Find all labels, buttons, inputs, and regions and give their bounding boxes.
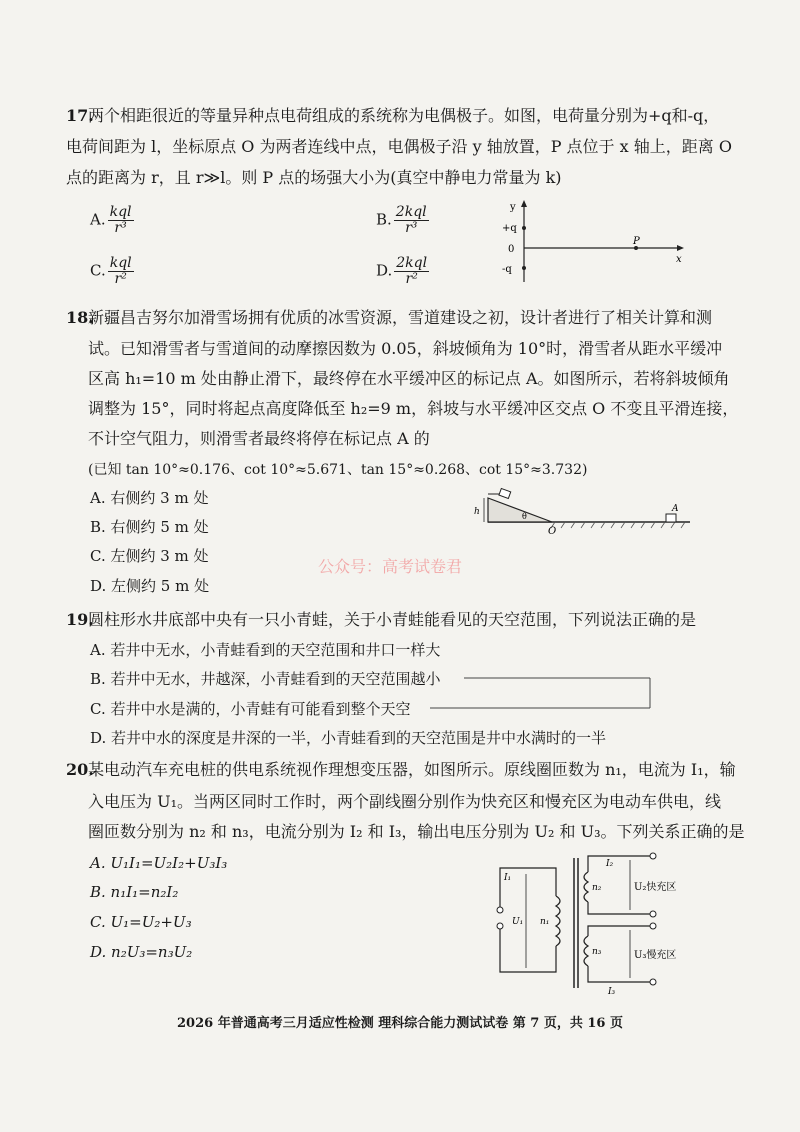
q19-option-b[interactable]: B. 若井中无水，井越深，小青蛙看到的天空范围越小 [90,670,441,688]
q17-line-1: 两个相距很近的等量异种点电荷组成的系统称为电偶极子。如图，电荷量分别为+q和-q， [88,106,720,125]
label-n2: n₂ [592,883,602,893]
label-i1: I₁ [504,873,512,883]
q17-a-numerator: kql [109,204,132,220]
dipole-figure [500,198,690,288]
primary-terminal-top[interactable] [497,907,503,913]
q18-line-5: 不计空气阻力，则滑雪者最终将停在标记点 A 的 [88,429,430,448]
q17-c-denominator: r² [114,271,127,287]
secondary-coil-slow [584,936,588,966]
question-number-17: 17. [66,106,94,125]
q20-option-c[interactable]: C. U₁=U₂+U₃ [90,913,192,931]
label-minus-q: -q [502,264,512,275]
q20-line-3: 圈匝数分别为 n₂ 和 n₃，电流分别为 I₂ 和 I₃，输出电压分别为 U₂ 和 U₃。下列关系正确的是 [88,822,745,841]
q18-option-b[interactable]: B. 右侧约 5 m 处 [90,518,209,536]
q18-line-1: 新疆昌吉努尔加滑雪场拥有优质的冰雪资源，雪道建设之初，设计者进行了相关计算和测 [88,308,713,327]
slow-terminal-bottom[interactable] [650,979,656,985]
q19-option-d[interactable]: D. 若井中水的深度是井深的一半，小青蛙看到的天空范围是井中水满时的一半 [90,729,607,747]
show-through-lines [420,668,660,718]
x-axis-arrow-icon [677,245,684,251]
label-h: h [474,507,480,517]
primary-coil [556,896,560,946]
q17-line-2: 电荷间距为 l，坐标原点 O 为两者连线中点，电偶极子沿 y 轴放置，P 点位于 x 轴上，距离 O [66,137,732,156]
positive-charge-dot [522,226,526,230]
label-y: y [510,202,516,213]
label-o: O [548,526,557,536]
label-i3: I₃ [608,987,616,997]
page-footer: 2026 年普通高考三月适应性检测 理科综合能力测试试卷 第 7 页，共 16 页 [177,1016,623,1031]
q17-c-numerator: kql [109,255,132,271]
secondary-coil-fast [584,872,588,902]
q17-d-numerator: 2kql [396,255,428,271]
label-u3-slow: U₃慢充区 [634,950,677,961]
ground-hatching [551,522,685,528]
q17-option-a[interactable]: A. $\frac{\text{kql}}{\text{r³}}$ [90,204,132,236]
label-a: A [672,504,679,514]
label-n3: n₃ [592,947,602,957]
slow-terminal-top[interactable] [650,923,656,929]
q17-b-denominator: r³ [405,220,418,236]
question-number-20: 20. [66,760,94,779]
q17-d-denominator: r² [405,271,418,287]
q20-line-1: 某电动汽车充电桩的供电系统视作理想变压器，如图所示。原线圈匝数为 n₁，电流为 I₁，输 [88,760,736,779]
question-number-19: 19. [66,610,94,629]
q17-line-3: 点的距离为 r，且 r≫l。则 P 点的场强大小为(真空中静电力常量为 k) [66,168,562,187]
ski-slope-figure [470,484,695,536]
question-number-18: 18. [66,308,94,327]
label-x: x [676,254,682,265]
q18-line-3: 区高 h₁=10 m 处由静止滑下，最终停在水平缓冲区的标记点 A。如图所示，若将斜坡倾角 [88,369,730,388]
q20-option-d[interactable]: D. n₂U₃=n₃U₂ [90,943,193,961]
label-angle: θ [522,512,527,521]
q19-option-c[interactable]: C. 若井中水是满的，小青蛙有可能看到整个天空 [90,700,411,718]
q19-line-1: 圆柱形水井底部中央有一只小青蛙，关于小青蛙能看见的天空范围，下列说法正确的是 [88,610,697,629]
label-u1: U₁ [512,917,524,927]
q17-b-numerator: 2kql [395,204,427,220]
label-i2: I₂ [606,859,614,869]
fast-terminal-top[interactable] [650,853,656,859]
primary-wire-bottom [500,926,556,972]
q18-given-values: (已知 tan 10°≈0.176、cot 10°≈5.671、tan 15°≈0.268、cot 15°≈3.732) [88,462,588,478]
marker-a-block [666,514,676,522]
transformer-figure [488,848,718,998]
q18-line-2: 试。已知滑雪者与雪道间的动摩擦因数为 0.05，斜坡倾角为 10°时，滑雪者从距水平缓冲 [88,339,723,358]
q20-option-b[interactable]: B. n₁I₁=n₂I₂ [90,883,179,901]
q19-option-a[interactable]: A. 若井中无水，小青蛙看到的天空范围和井口一样大 [90,641,441,659]
fast-terminal-bottom[interactable] [650,911,656,917]
q18-option-a[interactable]: A. 右侧约 3 m 处 [90,489,209,507]
label-p: P [633,236,640,247]
q18-option-c[interactable]: C. 左侧约 3 m 处 [90,547,209,565]
q18-option-d[interactable]: D. 左侧约 5 m 处 [90,577,210,595]
q17-option-d[interactable]: D. $\frac{\text{2kql}}{\text{r²}}$ [376,255,428,287]
skier-block [499,488,511,498]
label-plus-q: +q [502,223,517,234]
negative-charge-dot [522,266,526,270]
q17-a-denominator: r³ [114,220,127,236]
y-axis-arrow-icon [521,200,527,207]
q20-line-2: 入电压为 U₁。当两区同时工作时，两个副线圈分别作为快充区和慢充区为电动车供电，线 [88,792,721,811]
slope [488,498,552,522]
q18-line-4: 调整为 15°，同时将起点高度降低至 h₂=9 m，斜坡与水平缓冲区交点 O 不变且平滑连接， [88,399,739,418]
q17-option-b[interactable]: B. $\frac{\text{2kql}}{\text{r³}}$ [376,204,427,236]
primary-terminal-bottom[interactable] [497,923,503,929]
label-n1: n₁ [540,917,550,927]
q20-option-a[interactable]: A. U₁I₁=U₂I₂+U₃I₃ [90,854,228,872]
label-origin: 0 [508,244,515,255]
label-u2-fast: U₂快充区 [634,882,677,893]
watermark: 公众号：高考试卷君 [318,557,463,576]
q17-option-c[interactable]: C. $\frac{\text{kql}}{\text{r²}}$ [90,255,132,287]
